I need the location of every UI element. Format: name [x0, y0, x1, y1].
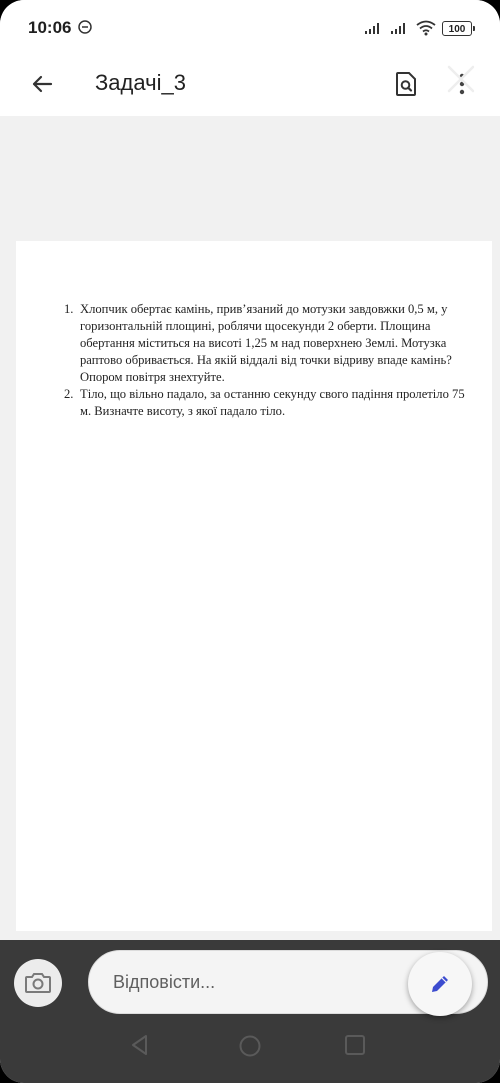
camera-icon: [24, 972, 52, 994]
battery-icon: 100: [442, 21, 472, 36]
status-time: 10:06: [28, 18, 72, 37]
list-item: [64, 301, 472, 386]
task-number: 1.: [64, 302, 74, 316]
back-button[interactable]: [22, 64, 62, 104]
reply-bar: [0, 940, 500, 1083]
task-list: [64, 301, 472, 420]
document-page: [16, 241, 492, 931]
task-text: Хлопчик обертає камінь, прив’язаний до мотузки завдовжки 0,5 м, у горизонтальній площині, роблячи щосекунди 2 оберти. Площина обертання міститься на висоті 1,25 м над поверхнею Землі. Мотузка раптово обривається. На якій віддалі від точки відриву впаде камінь? Опором повітря знехтуйте.: [80, 302, 452, 384]
status-bar: [0, 0, 500, 56]
reply-placeholder: Відповісти...: [113, 971, 216, 992]
nav-home-icon[interactable]: [238, 1034, 262, 1058]
arrow-left-icon: [30, 72, 54, 96]
pencil-icon: [428, 972, 452, 996]
system-nav-bar: [0, 1030, 500, 1075]
close-icon[interactable]: [444, 62, 478, 96]
signal-icon: [390, 21, 410, 35]
nav-recents-icon[interactable]: [344, 1034, 366, 1056]
open-in-drive-button[interactable]: [388, 64, 424, 104]
task-text: Тіло, що вільно падало, за останню секунду свого падіння пролетіло 75 м. Визначте висоту, з якої падало тіло.: [80, 387, 465, 418]
task-number: 2.: [64, 387, 74, 401]
signal-icon: [364, 21, 384, 35]
camera-button[interactable]: [14, 959, 62, 1007]
drive-search-icon: [394, 71, 418, 97]
app-bar: [0, 56, 500, 116]
page-title: Задачі_3: [95, 70, 186, 95]
list-item: [64, 386, 472, 420]
document-viewer[interactable]: [0, 116, 500, 966]
wifi-icon: [416, 20, 436, 36]
edit-fab-button[interactable]: [408, 952, 472, 1016]
alarm-icon: [78, 20, 92, 34]
nav-back-icon[interactable]: [130, 1034, 150, 1056]
status-icons: [364, 18, 472, 38]
